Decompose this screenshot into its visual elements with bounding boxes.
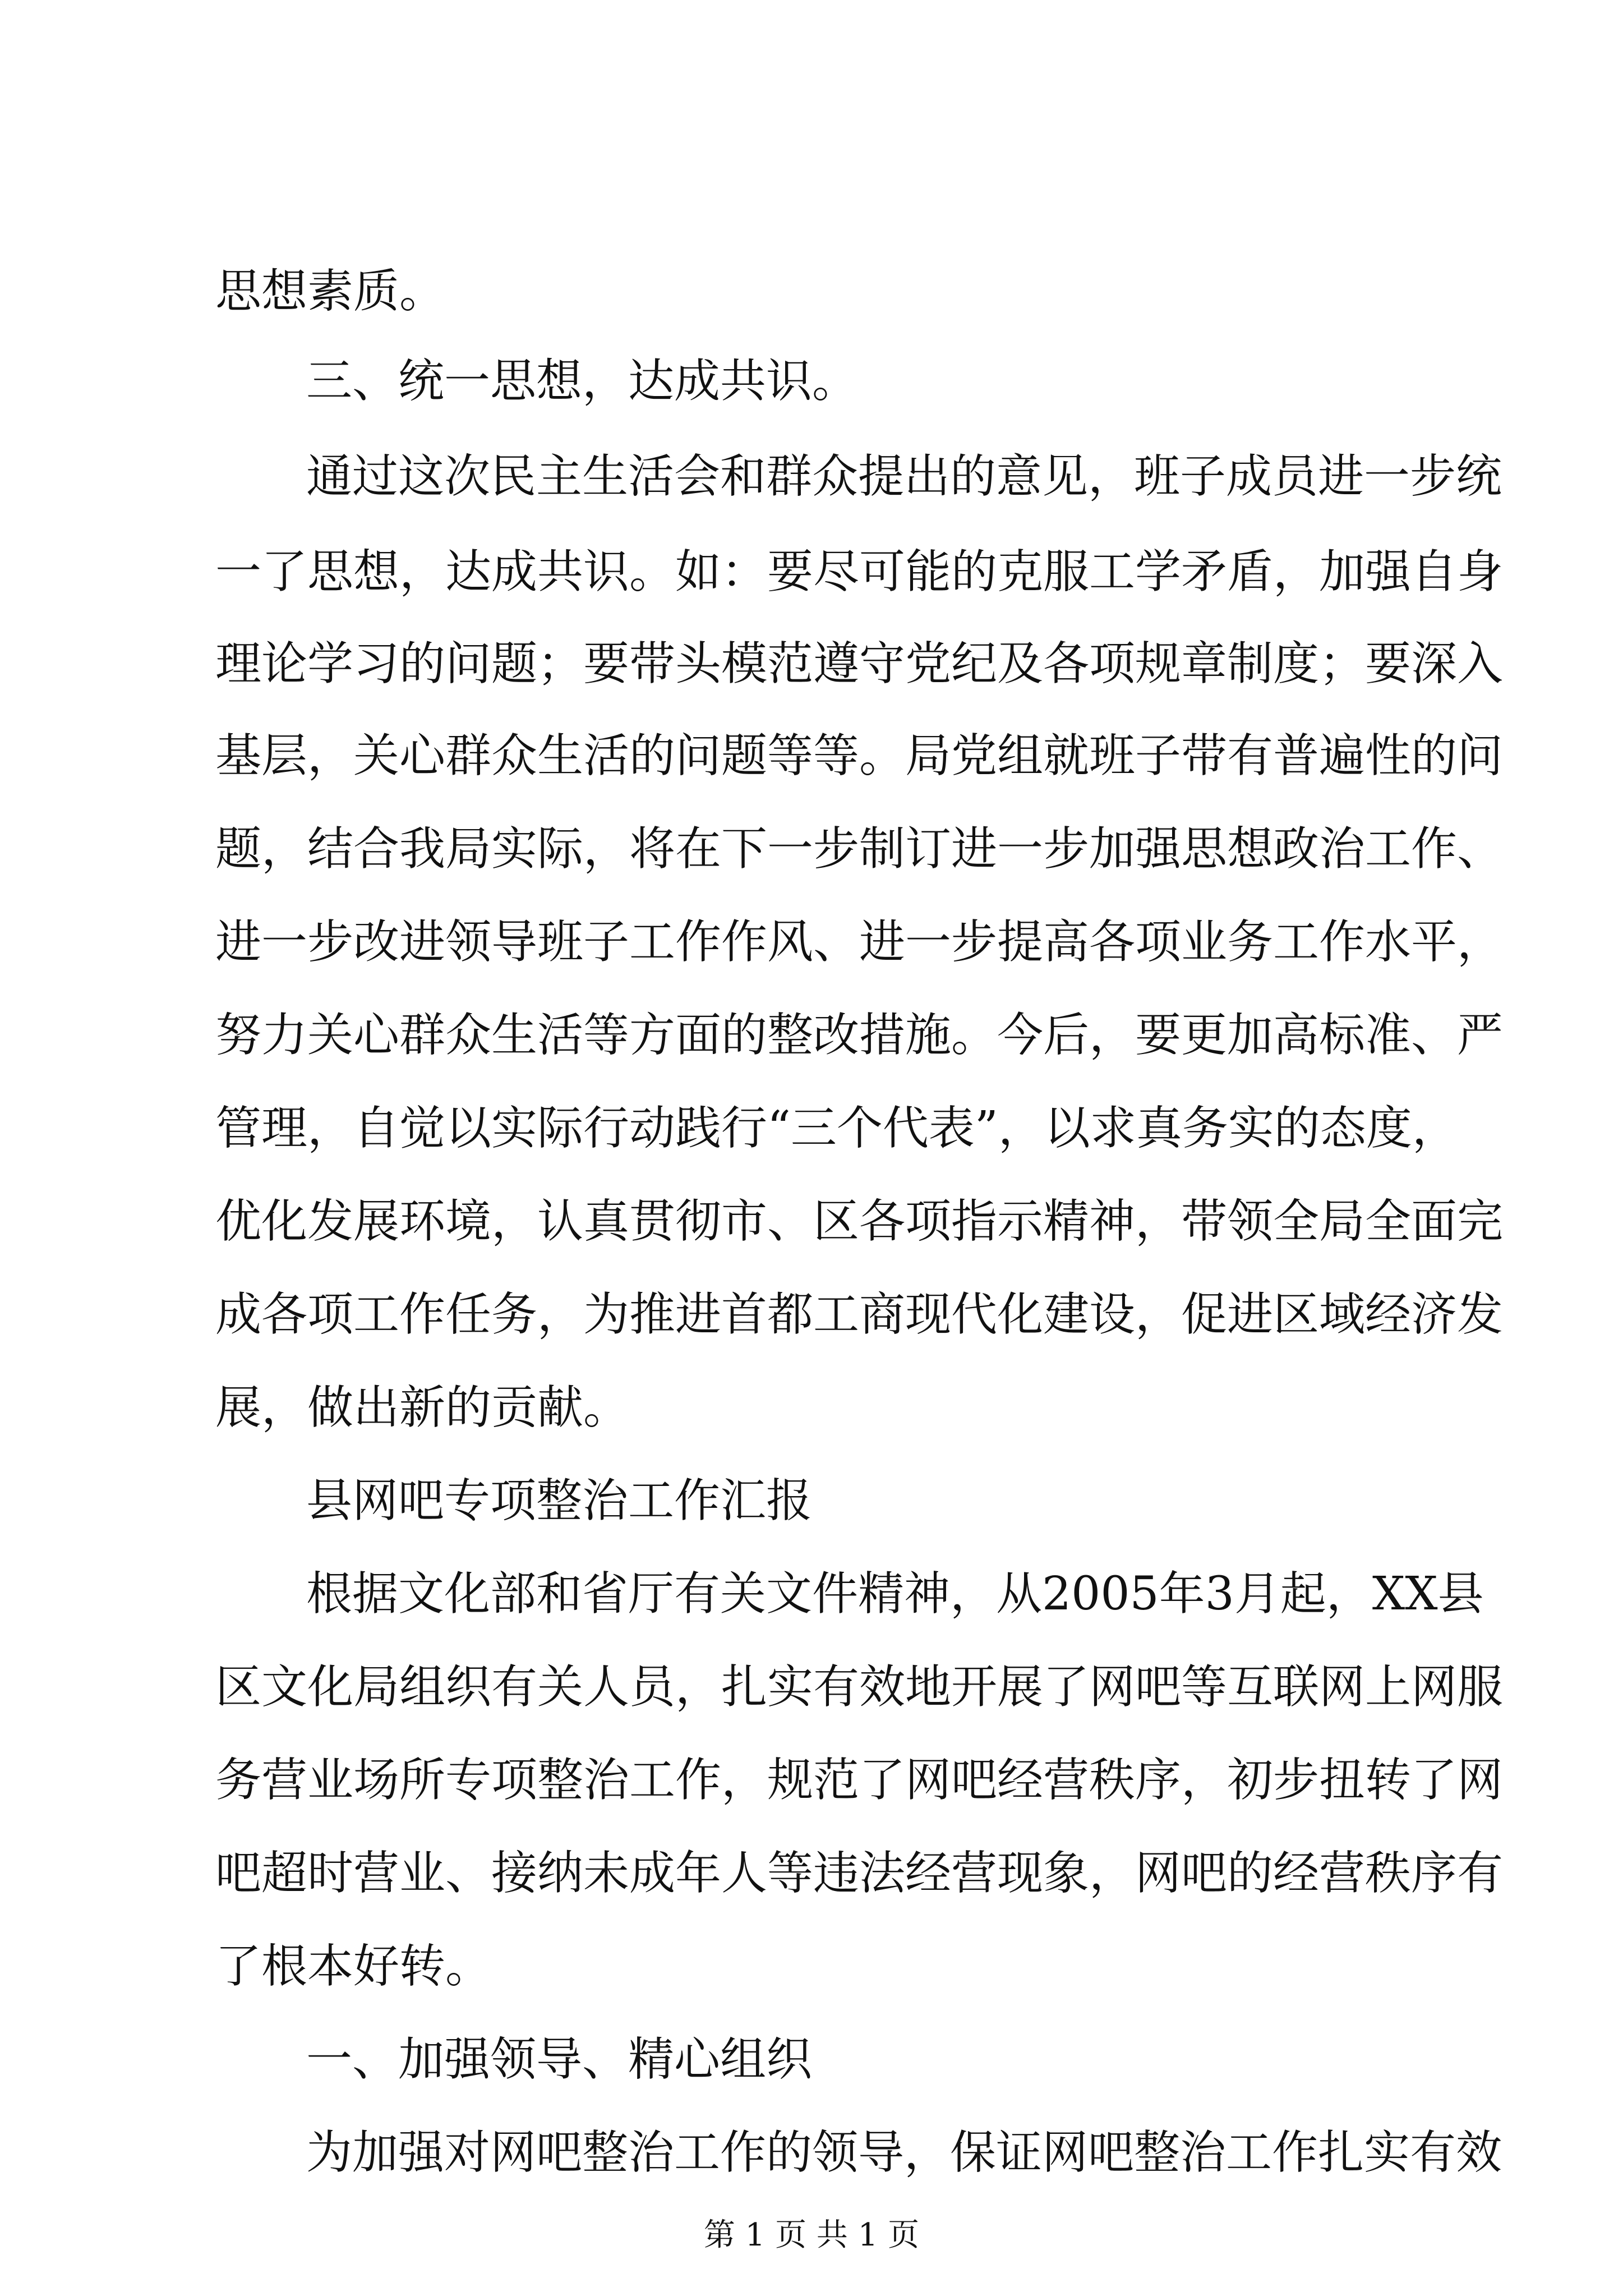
report-title: 县网吧专项整治工作汇报 (306, 1474, 813, 1527)
paragraph-line-2: 一了思想，达成共识。如：要尽可能的克服工学矛盾，加强自身 (215, 545, 1504, 599)
section-paragraph-line-1: 为加强对网吧整治工作的领导，保证网吧整治工作扎实有效 (306, 2126, 1502, 2179)
report-paragraph-line-4: 吧超时营业、接纳未成年人等违法经营现象，网吧的经营秩序有 (215, 1847, 1504, 1900)
text-line-1: 思想素质。 (215, 265, 446, 318)
paragraph-line-3: 理论学习的问题；要带头模范遵守党纪及各项规章制度；要深入 (215, 637, 1504, 691)
page-footer: 第 1 页 共 1 页 (703, 2217, 920, 2253)
section-heading-3: 三、统一思想，达成共识。 (306, 355, 859, 408)
report-paragraph-line-1: 根据文化部和省厅有关文件精神，从2005年3月起，XX县 (306, 1567, 1484, 1621)
paragraph-line-1: 通过这次民主生活会和群众提出的意见，班子成员进一步统 (306, 450, 1502, 503)
paragraph-line-6: 进一步改进领导班子工作作风、进一步提高各项业务工作水平， (215, 915, 1504, 969)
paragraph-line-10: 成各项工作任务，为推进首都工商现代化建设，促进区域经济发 (215, 1288, 1504, 1341)
paragraph-line-9: 优化发展环境，认真贯彻市、区各项指示精神，带领全局全面完 (215, 1195, 1504, 1248)
report-paragraph-line-5: 了根本好转。 (215, 1940, 492, 1993)
paragraph-line-11: 展，做出新的贡献。 (215, 1381, 630, 1434)
report-paragraph-line-3: 务营业场所专项整治工作，规范了网吧经营秩序，初步扭转了网 (215, 1754, 1504, 1807)
paragraph-line-8: 管理，自觉以实际行动践行“三个代表”，以求真务实的态度， (215, 1102, 1458, 1155)
paragraph-line-7: 努力关心群众生活等方面的整改措施。今后，要更加高标准、严 (215, 1009, 1504, 1062)
report-paragraph-line-2: 区文化局组织有关人员，扎实有效地开展了网吧等互联网上网服 (215, 1660, 1504, 1714)
paragraph-line-5: 题，结合我局实际，将在下一步制订进一步加强思想政治工作、 (215, 822, 1504, 876)
paragraph-line-4: 基层，关心群众生活的问题等等。局党组就班子带有普遍性的问 (215, 729, 1504, 783)
section-heading-1: 一、加强领导、精心组织 (306, 2033, 813, 2086)
